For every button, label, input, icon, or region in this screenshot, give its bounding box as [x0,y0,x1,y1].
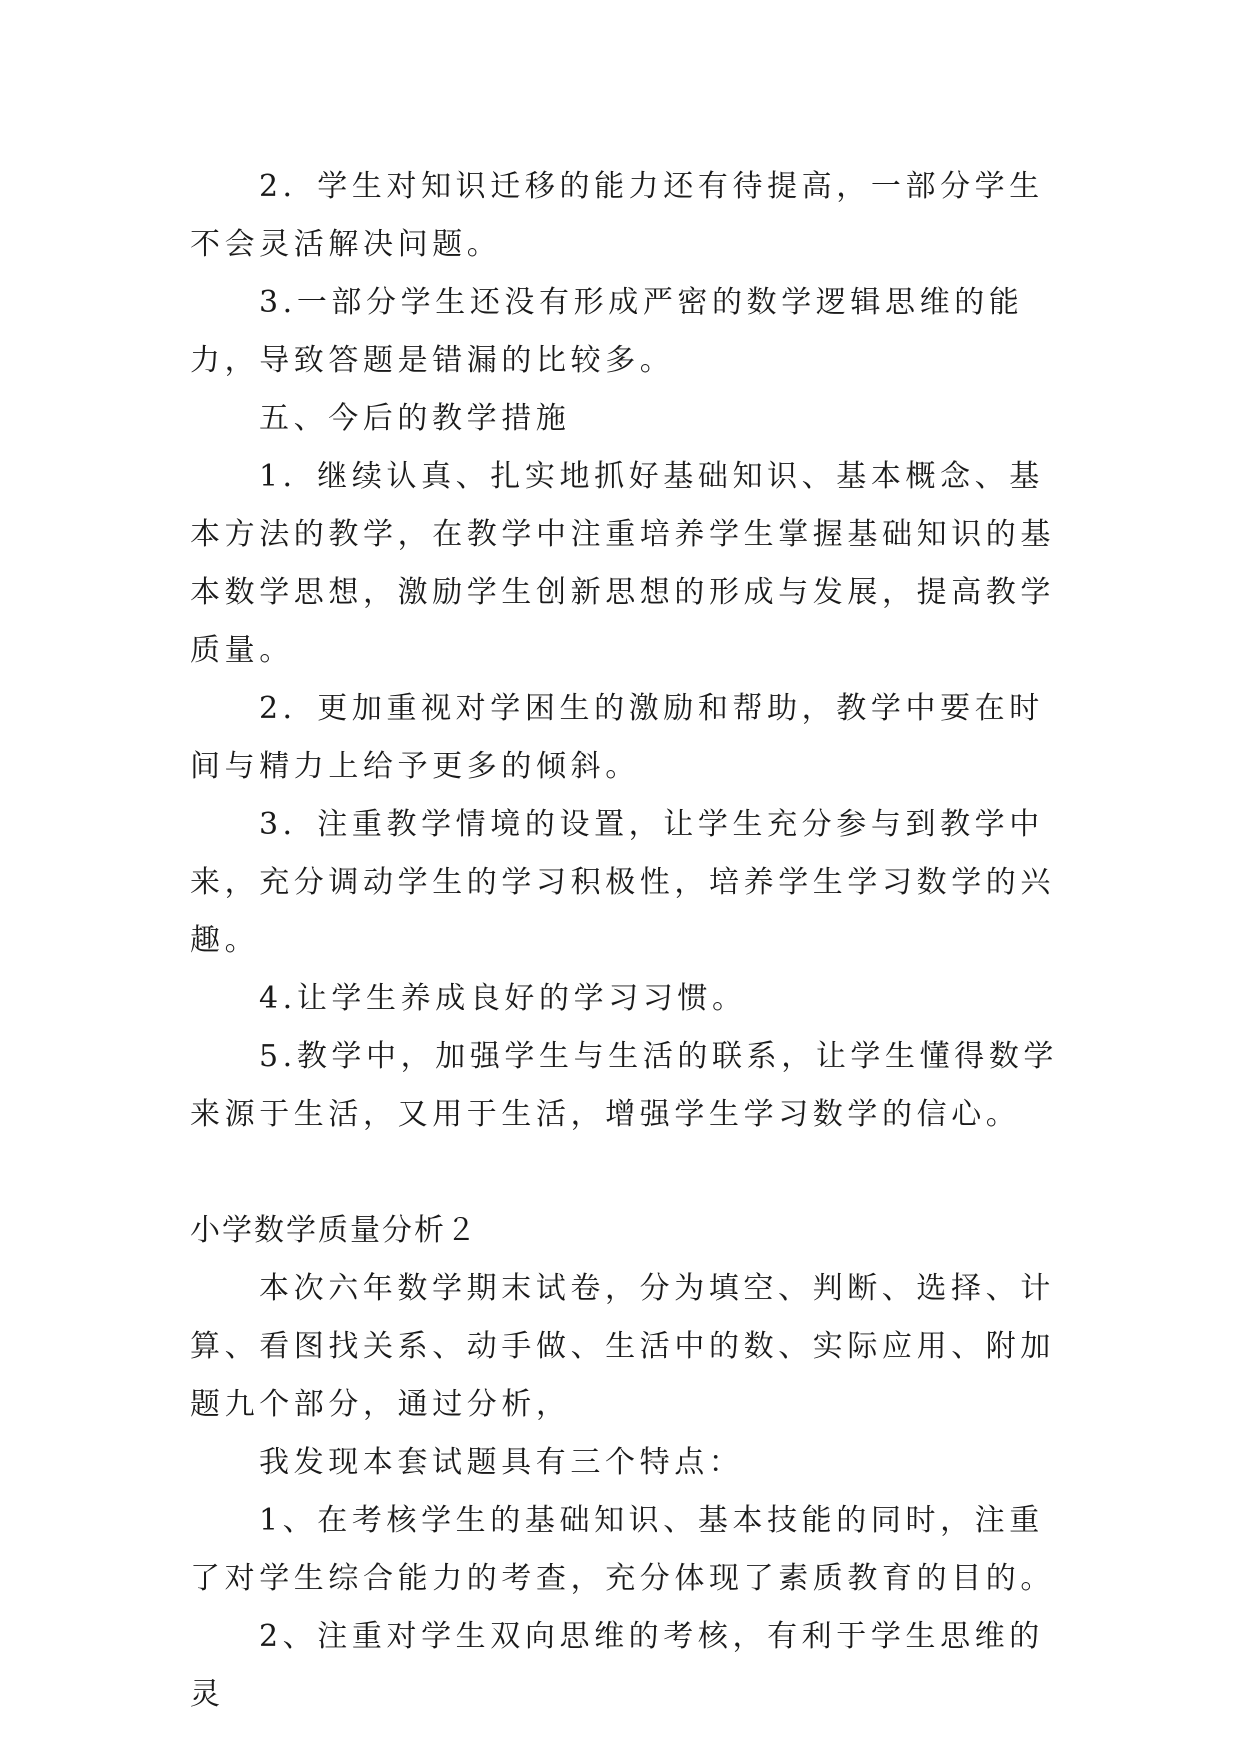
measure-item-4: 4.让学生养成良好的学习习惯。 [259,981,747,1016]
section2-feature-2: 2、注重对学生双向思维的考核，有利于学生思维的灵 [190,1619,1044,1712]
paragraph-knowledge-transfer: 2．学生对知识迁移的能力还有待提高，一部分学生不会灵活解决问题。 [190,169,1044,262]
measure-item-1: 1．继续认真、扎实地抓好基础知识、基本概念、基本方法的教学，在教学中注重培养学生掌握基础知识的基本数学思想，激励学生创新思想的形成与发展，提高教学质量。 [190,459,1055,668]
measure-item-5: 5.教学中，加强学生与生活的联系，让学生懂得数学来源于生活，又用于生活，增强学生学习数学的信心。 [190,1039,1059,1132]
document-body [190,158,1070,1724]
section2-feature-1: 1、在考核学生的基础知识、基本技能的同时，注重了对学生综合能力的考查，充分体现了素质教育的目的。 [190,1503,1055,1596]
section2-intro-paragraph: 本次六年数学期末试卷，分为填空、判断、选择、计算、看图找关系、动手做、生活中的数、实际应用、附加题九个部分，通过分析， [190,1271,1055,1422]
heading-teaching-measures: 五、今后的教学措施 [259,401,571,436]
section2-features-lead: 我发现本套试题具有三个特点： [259,1445,744,1480]
measure-item-3: 3．注重教学情境的设置，让学生充分参与到教学中来，充分调动学生的学习积极性，培养学生学习数学的兴趣。 [190,807,1055,958]
measure-item-2: 2．更加重视对学困生的激励和帮助，教学中要在时间与精力上给予更多的倾斜。 [190,691,1044,784]
section-title-analysis-2: 小学数学质量分析２ [190,1213,478,1248]
paragraph-logical-thinking: 3.一部分学生还没有形成严密的数学逻辑思维的能力，导致答题是错漏的比较多。 [190,285,1024,378]
